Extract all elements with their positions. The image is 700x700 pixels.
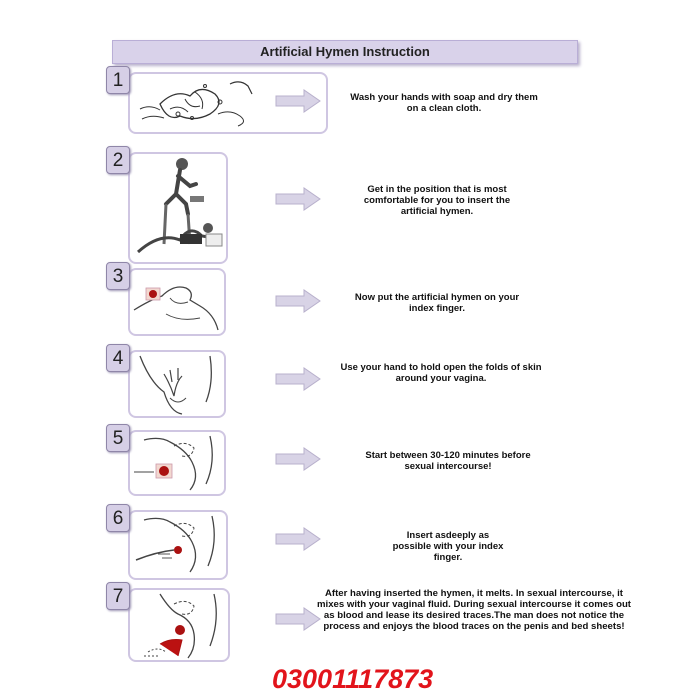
step-text: Start between 30-120 minutes before sexual intercourse!: [365, 450, 531, 472]
page-title-banner: [112, 40, 578, 64]
step-number: 1: [106, 66, 130, 94]
step-number: 4: [106, 344, 130, 372]
step-text: Wash your hands with soap and dry them on a clean cloth.: [350, 92, 538, 114]
step-text: Get in the position that is most comfortable for you to insert the artificial hymen.: [363, 184, 511, 217]
step-illustration-body: [128, 350, 226, 418]
arrow-icon: [274, 446, 324, 472]
step-number: 6: [106, 504, 130, 532]
arrow-icon: [274, 366, 324, 392]
arrow-icon: [274, 526, 324, 552]
step-illustration-insertion-start: [128, 430, 226, 496]
arrow-icon: [274, 88, 324, 114]
step-illustration-finger: [128, 268, 226, 336]
phone-number: 03001117873: [272, 664, 434, 694]
step-text: Now put the artificial hymen on your index finger.: [354, 292, 520, 314]
arrow-icon: [274, 288, 324, 314]
step-text: Use your hand to hold open the folds of skin around your vagina.: [340, 362, 542, 384]
step-number: 7: [106, 582, 130, 610]
step-illustration-insertion-deep: [128, 510, 228, 580]
page-title: Artificial Hymen Instruction: [260, 44, 430, 59]
step-text: Insert asdeeply as possible with your index finger.: [392, 530, 504, 563]
arrow-icon: [274, 186, 324, 212]
step-text: After having inserted the hymen, it melts. In sexual intercourse, it mixes with your vaginal fluid. During sexual intercourse it comes out as blood and lease its desired traces.The man does not notice the process and enjoys the blood traces on the penis and bed sheets!: [317, 588, 631, 632]
step-number: 3: [106, 262, 130, 290]
step-number: 5: [106, 424, 130, 452]
step-number: 2: [106, 146, 130, 174]
step-illustration-result: [128, 588, 230, 662]
step-illustration-positions: [128, 152, 228, 264]
